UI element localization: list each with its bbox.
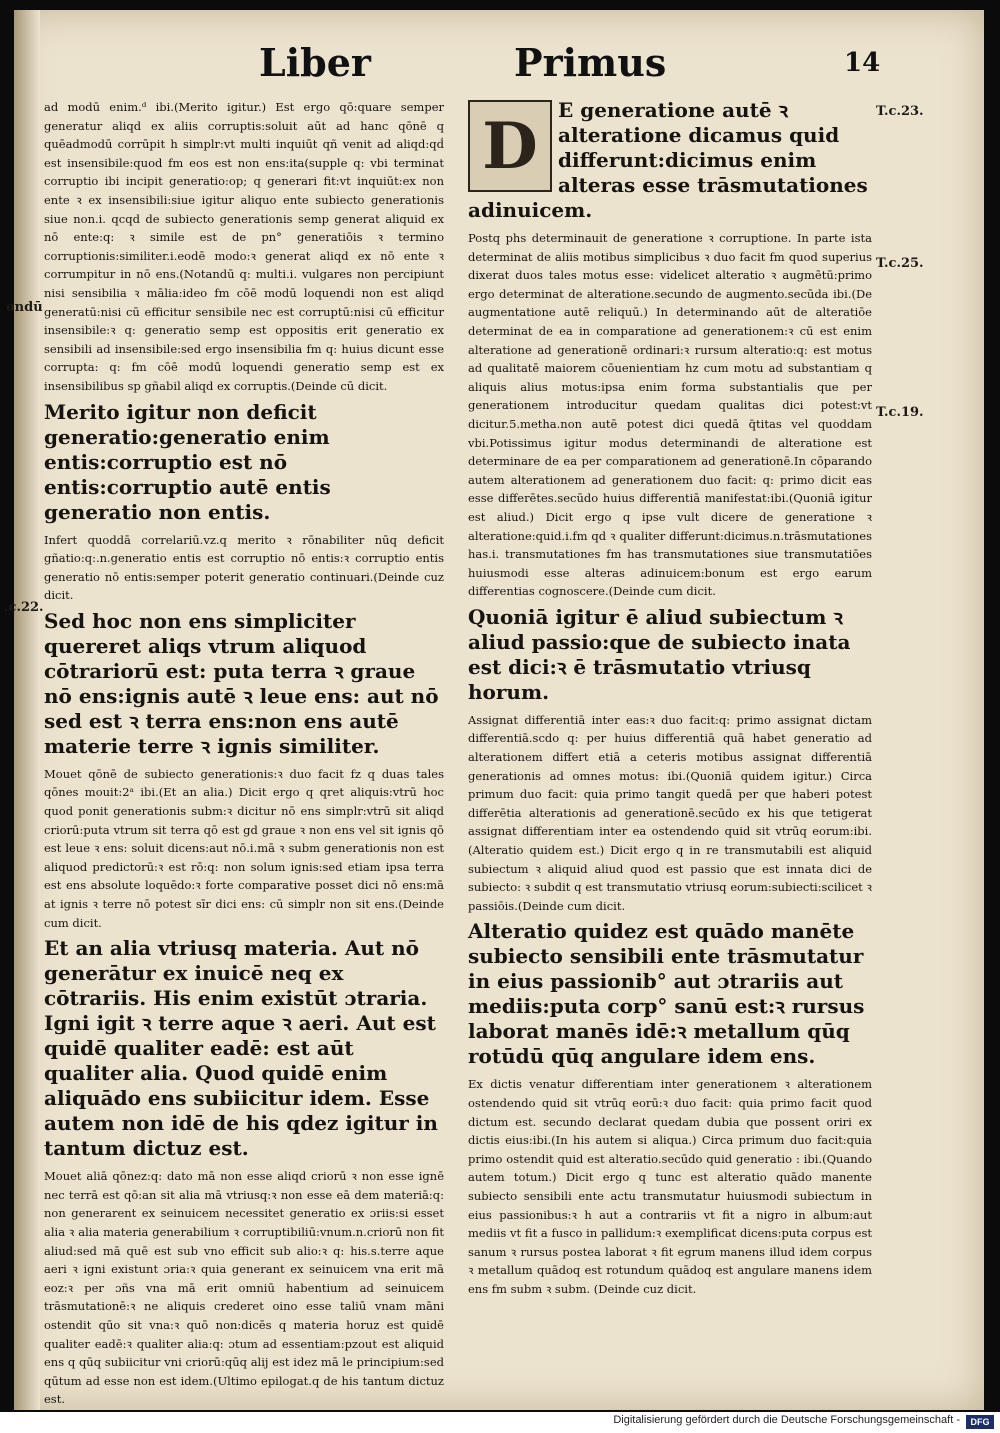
commentary-paragraph: Mouet aliā qōnez:q: dato mā non esse aliqd criorū ꝛ non esse ignē nec terrā est qō:an sit alia mā vtriusq:ꝛ non esse eā dem materiā:q: non generarent ex seinuicem necessitet generatio ex ɔriis:si esset alia ꝛ alia materia generabilium ꝛ corruptibiliū:vnum.n.criorū non fit aliud:sed mā quē est sub vno efficit sub alio:ꝛ q: his.s.terre aque aeri ꝛ igni existunt ɔria:ꝛ quia generant ex seinuicem vna erit mā eoz:ꝛ per ɔñs vna mā erit omniū habentium ad seinuicem trāsmutationē:ꝛ ne aliquis crederet oino esse taliū vnam māni ostendit qūo sit vna:ꝛ quō non:dicēs q materia horuz est quidē qualiter eadē:ꝛ qualiter alia:q: ɔtum ad essentiam:pzout est aliquid ens q qūq subiicitur vni criorū:qūq alij est idez mā le principium:sed qūtum ad esse non est idem.(Ultimo epilogat.q de his tantum dictuz est.	[44, 1169, 444, 1407]
footer-bar	[0, 1412, 1000, 1433]
folio-number: 14	[844, 48, 881, 78]
left-column	[44, 98, 444, 1413]
aristotle-lemma: Quoniā igitur ē aliud subiectum ꝛ aliud passio:que de subiecto inata est dici:ꝛ ē trāsmutatio vtriusq horum.	[468, 604, 851, 704]
decorated-initial: D	[468, 100, 552, 192]
commentary-paragraph: Postq phs determinauit de generatione ꝛ corruptione. In parte ista determinat de aliis motibus simplicibus ꝛ duo facit fm quod superius dixerat duos tales motus esse: videlicet alteratio ꝛ augmētū:primo ergo determinat de alteratione.secundo de augmento.secūda ibi.(De augmentatione autē reliquū.) In determinando aūt de alteratiōe determinat de ea in comparatione ad generationem:ꝛ cū est enim alteratione ad generationē ordinari:ꝛ rursum alteratio:q: est motus ad qualitatē maiorem cōuenientiam hz cum motu ad substantiam q aliquis alius motus:ipsa enim forma substantialis que per generationem introducitur quedam qualitas dici potest:vt dicitur.5.metha.non autē potest dici quedā q̄titas vel quoddam vbi.Potissimus igitur modus determinandi de alteratione est determinare de ea per comparationem ad generationē.In cōparando autem alterationem ad generationem duo facit: q: primo dicit eas esse differētes.secūdo huius differentiā manifestat:ibi.(Quoniā igitur est aliud.) Dicit ergo q ipse vult dicere de generatione ꝛ alteratione:quid.i.fm qd ꝛ qualiter differunt:dicimus.n.trāsmutationes has.i. transmutationes fm has transmutationes siue transmutatiōes huiusmodi esse alteras adinuicem:bonum est ergo earum differentias cognoscere.(Deinde cum dicit.	[468, 231, 872, 599]
commentary-paragraph: Ex dictis venatur differentiam inter generationem ꝛ alterationem ostendendo quid sit vtrūq eorū:ꝛ duo facit: quia primo facit quod dictum est. secundo declarat quedam dubia que possent oriri ex dictis eius:ibi.(In his autem si aliqua.) Circa primum duo facit:quia primo ostendit quid est alteratio.secūdo quid generatio : ibi.(Quando autem totum.) Dicit ergo q tunc est alteratio quādo manente subiecto sensibili ente actu transmutatur huiusmodi subiectum in eius passionibus:ꝛ h aut a contrariis vt fit a nigro in album:aut mediis vt fit a fusco in pallidum:ꝛ exemplificat dicens:puta corpus est sanum ꝛ rursus postea laborat ꝛ fit egrum manens illud idem corpus ꝛ metallum quādoq est rotundum quādoq est angulare manens idem ens fm subm ꝛ subm. (Deinde cuz dicit.	[468, 1077, 872, 1296]
margin-note-right-3: T.c.19.	[876, 405, 924, 420]
aristotle-lemma: Sed hoc non ens simpliciter quereret aliqs vtrum aliquod cōtrariorū est: puta terra ꝛ graue nō ens:ignis autē ꝛ leue ens: aut nō sed est ꝛ terra ens:non ens autē materie terre ꝛ ignis similiter.	[44, 608, 439, 758]
funding-credit: Digitalisierung gefördert durch die Deutsche Forschungsgemeinschaft -	[613, 1414, 960, 1426]
margin-note-left-2: .c.22.	[4, 600, 44, 615]
commentary-paragraph: ad modū enim.ᵈ ibi.(Merito igitur.) Est ergo qō:quare semper generatur aliqd ex aliis corruptis:soluit aūt ad hanc qōnē q quēadmodū corrūpit h simplr:vt multi inquiūt qñ venit ad aliqd:qḋ est insensibile:quod fm eos est non ens:ita(supple q: vbi terminat corruptio ibi incipit generatio:op; q generari fit:vt inquiūt:ex non ente ꝛ ex insensibili:siue igitur aliquo ente subiecto generationis siue non.i. qcqd de subiecto generationis semp generat aliquid ex nō ente:q: ꝛ simile est de pn° generatiōis ꝛ termino corruptionis:similiter.i.eodē modo:ꝛ generat aliqd ex nō ente ꝛ corrumpitur in nō ens.(Notandū q: multi.i. vulgares non percipiunt nisi sensibilia ꝛ mālia:ideo fm cōē modū loquendi non est aliqd generatū:nisi cū efficitur sensibile nec est corruptū:nisi cū efficitur insensibile:ꝛ q: generatio semp est oppositis erit generatio ex sensibili ad insensibile:sed ergo insensibilia fm q: huius dicunt esse corrupta: q: fm cōē modū loquendi generatio semp est ex insensibilibus sp gñabil aliqd ex corruptis.(Deinde cū dicit.	[44, 100, 444, 393]
header-left: Liber	[259, 40, 371, 85]
margin-note-right-1: T.c.23.	[876, 104, 924, 119]
aristotle-lemma: Merito igitur non deficit generatio:generatio enim entis:corruptio est nō entis:corruptio autē entis generatio non entis.	[44, 399, 331, 524]
right-column	[468, 98, 872, 1303]
header-center: Primus	[514, 40, 667, 85]
commentary-paragraph: Mouet qōnē de subiecto generationis:ꝛ duo facit fz q duas tales qōnes mouit:2ᵃ ibi.(Et an alia.) Dicit ergo q qret aliquis:vtrū hoc quod ponit generationis subm:ꝛ dicitur nō ens simplr:vtrū sit aliqd criorū:puta vtrum sit terra qō est gd graue ꝛ non ens vel sit ignis qō est leue ꝛ ens: soluit dicens:aut nō.i.mā ꝛ subm generationis non est aliquod predictorū:ꝛ est rō:q: non solum ignis:sed etiam ipsa terra est ens absolute loquēdo:ꝛ forte comparative posset dici nō ens:mā at ignis ꝛ terre nō potest sīr dici ens: cū simplr non sit ens.(Deinde cum dicit.	[44, 766, 444, 930]
aristotle-lemma: Et an alia vtriusq materia. Aut nō generātur ex inuicē neq ex cōtrariis. His enim existūt ɔtraria. Igni igit ꝛ terre aque ꝛ aeri. Aut est quidē qualiter eadē: est aūt qualiter alia. Quod quidē enim aliquādo ens subiicitur idem. Esse autem non idē de his qdez igitur in tantum dictuz est.	[44, 936, 438, 1161]
margin-note-left-1: ondū	[6, 300, 43, 315]
dfg-logo: DFG	[966, 1415, 994, 1429]
aristotle-lemma: E generatione autē ꝛ alteratione dicamus quid differunt:dicimus enim alteras esse trāsmutationes adinuicem.	[468, 98, 868, 222]
page-gutter	[14, 10, 40, 1410]
aristotle-lemma: Alteratio quidez est quādo manēte subiecto sensibili ente trāsmutatur in eius passionib° aut ɔtrariis aut mediis:puta corp° sanū est:ꝛ rursus laborat manēs idē:ꝛ metallum qūq rotūdū qūq angulare idem ens.	[468, 919, 865, 1069]
commentary-paragraph: Infert quoddā correlariū.vz.q merito ꝛ rōnabiliter nūq deficit gñatio:q:.n.generatio entis est corruptio nō entis:ꝛ corruptio entis generatio nō entis:semper poterit generatio continuari.(Deinde cuz dicit.	[44, 532, 444, 603]
book-page	[4, 10, 984, 1410]
margin-note-right-2: T.c.25.	[876, 256, 924, 271]
commentary-paragraph: Assignat differentiā inter eas:ꝛ duo facit:q: primo assignat dictam differentiā.scdo q: per huius differentiā quā habet generatio ad alterationem differt etiā a ceteris motibus assignat differentiā generationis ad omnes motus: ibi.(Quoniā quidem igitur.) Circa primum duo facit: quia primo tangit quedā per que haberi potest differētia alterationis ad generationē.secūdo ex his que tetigerat assignat differentiam inter ea ostendendo quid sit vtrūq eorum:ibi.(Alteratio quidem est.) Dicit ergo q in re transmutabili est aliquid subiectum ꝛ aliquid aliud quod est passio que est innata dici de subiecto: ꝛ subdit q est transmutatio vtriusq eorum:subiecti:scilicet ꝛ passiōis.(Deinde cum dicit.	[468, 712, 872, 913]
